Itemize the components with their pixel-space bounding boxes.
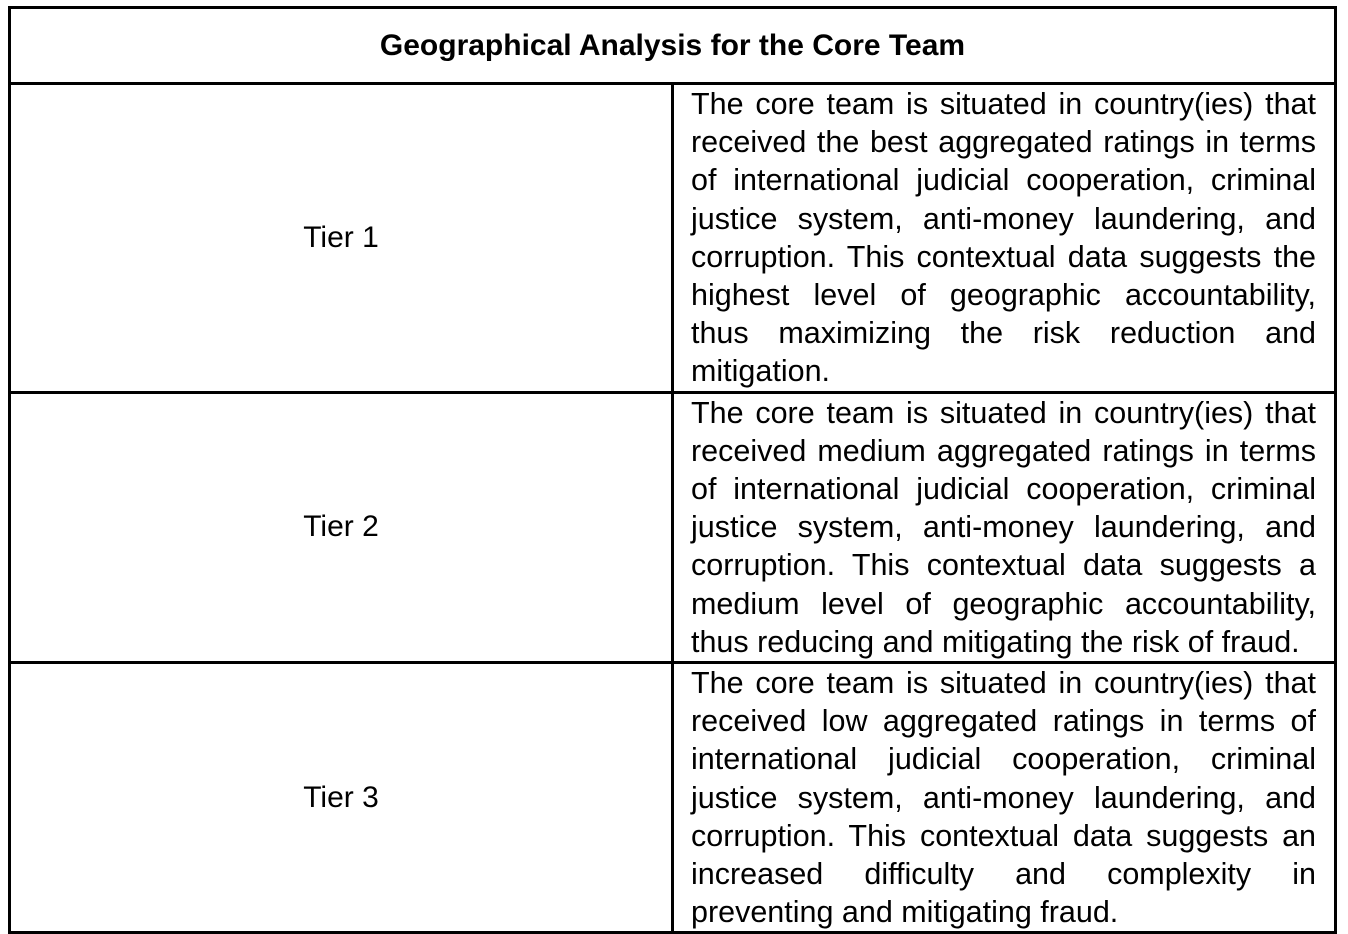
- table-row-tier-1: [10, 84, 1336, 393]
- tier-label: Tier 3: [10, 663, 673, 933]
- tier-description-cell: [673, 392, 1336, 662]
- geographical-analysis-table: [8, 6, 1337, 934]
- tier-description: The core team is situated in country(ies) that received the best aggregated ratings in terms of international judicial cooperation, criminal justice system, anti-money laundering, and corruption. This contextual data suggests the highest level of geographic accountability, thus maximizing the risk reduction and mitigation.: [691, 87, 1316, 389]
- tier-description: The core team is situated in country(ies) that received medium aggregated ratings in terms of international judicial cooperation, criminal justice system, anti-money laundering, and corruption. This contextual data suggests a medium level of geographic accountability, thus reducing and mitigating the risk of fraud.: [691, 395, 1316, 659]
- tier-description: The core team is situated in country(ies) that received low aggregated ratings in terms of international judicial cooperation, criminal justice system, anti-money laundering, and corruption. This contextual data suggests an increased difficulty and complexity in preventing and mitigating fraud.: [691, 666, 1316, 930]
- table-title-row: [10, 8, 1336, 84]
- table-title: Geographical Analysis for the Core Team: [10, 8, 1336, 84]
- table-row-tier-3: [10, 663, 1336, 933]
- tier-label: Tier 2: [10, 392, 673, 662]
- tier-description-cell: [673, 84, 1336, 393]
- table-row-tier-2: [10, 392, 1336, 662]
- tier-label: Tier 1: [10, 84, 673, 393]
- tier-description-cell: [673, 663, 1336, 933]
